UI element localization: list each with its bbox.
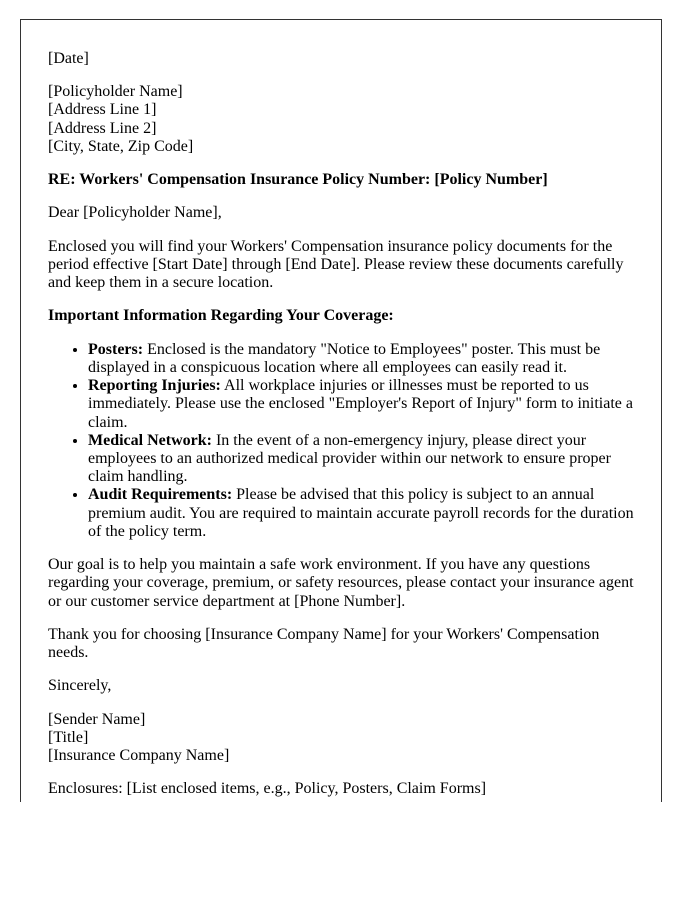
recipient-name: [Policyholder Name] — [48, 83, 183, 101]
coverage-heading: Important Information Regarding Your Coverage: — [48, 307, 394, 325]
bullet-item-medical-network — [88, 432, 635, 487]
bullet-item-reporting-injuries — [88, 377, 635, 432]
bullet-text-posters: Enclosed is the mandatory "Notice to Employees" poster. This must be displayed in a conspicuous location where all employees can easily read it. — [88, 340, 601, 376]
date-line: [Date] — [48, 50, 89, 67]
recipient-city-state-zip: [City, State, Zip Code] — [48, 137, 194, 155]
recipient-address-line-2: [Address Line 2] — [48, 119, 157, 137]
thanks-paragraph: Thank you for choosing [Insurance Company Name] for your Workers' Compensation needs. — [48, 625, 600, 662]
sender-company: [Insurance Company Name] — [48, 747, 230, 765]
sender-title: [Title] — [48, 728, 89, 746]
bullet-item-posters — [88, 341, 635, 377]
bullet-text-medical-network: In the event of a non-emergency injury, please direct your employees to an authorized medical provider within our network to ensure proper claim handling. — [88, 431, 611, 486]
signature-block — [48, 711, 635, 766]
enclosures-line: Enclosures: [List enclosed items, e.g., Policy, Posters, Claim Forms] — [48, 780, 487, 798]
recipient-address-line-1: [Address Line 1] — [48, 101, 157, 119]
sender-name: [Sender Name] — [48, 710, 146, 728]
bullet-label-audit-requirements: Audit Requirements: — [88, 486, 233, 504]
coverage-bullet-list — [48, 341, 635, 542]
salutation: Dear [Policyholder Name], — [48, 204, 222, 222]
bullet-label-posters: Posters: — [88, 340, 144, 358]
sign-off: Sincerely, — [48, 677, 112, 695]
bullet-item-audit-requirements — [88, 486, 635, 541]
recipient-address-block — [48, 83, 635, 156]
bullet-text-reporting-injuries: All workplace injuries or illnesses must be reported to us immediately. Please use the enclosed "Employer's Report of Injury" form to initiate a claim. — [88, 377, 633, 431]
bullet-label-reporting-injuries: Reporting Injuries: — [88, 377, 221, 395]
letter-document — [20, 19, 662, 802]
bullet-label-medical-network: Medical Network: — [88, 431, 212, 449]
subject-line: RE: Workers' Compensation Insurance Policy Number: [Policy Number] — [48, 171, 548, 189]
goal-paragraph: Our goal is to help you maintain a safe work environment. If you have any questions regarding your coverage, premium, or safety resources, please contact your insurance agent or our customer service department at [Phone Number]. — [48, 556, 634, 610]
bullet-text-audit-requirements: Please be advised that this policy is subject to an annual premium audit. You are required to maintain accurate payroll records for the duration of the policy term. — [88, 486, 634, 540]
intro-paragraph: Enclosed you will find your Workers' Compensation insurance policy documents for the period effective [Start Date] through [End Date]. Please review these documents carefully and keep them in a secure location. — [48, 237, 624, 292]
